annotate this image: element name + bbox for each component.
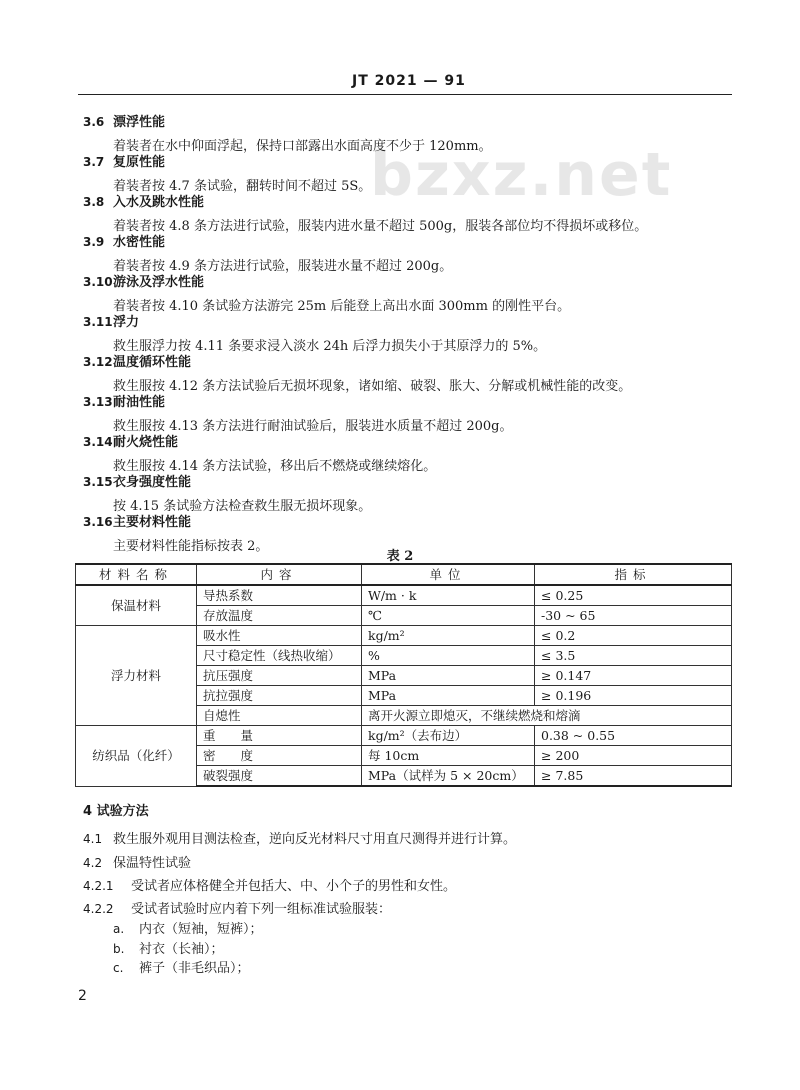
content-cell: 自熄性 <box>197 706 362 726</box>
clause <box>83 351 631 394</box>
clause <box>83 311 546 354</box>
material-name-cell: 纺织品（化纤） <box>76 726 197 787</box>
clause-body: 着装者按 4.8 条方法进行试验，服装内进水量不超过 500g，服装各部位均不得损坏或移位。 <box>113 219 648 234</box>
content-cell: 抗拉强度 <box>197 686 362 706</box>
clause-title: 漂浮性能 <box>113 115 166 130</box>
clause-title: 衣身强度性能 <box>113 475 192 490</box>
item-text: 衬衣（长袖）； <box>139 942 224 957</box>
item-number: b. <box>113 942 125 956</box>
unit-cell: 每 10cm <box>362 746 535 766</box>
table-row <box>76 585 732 606</box>
clause <box>83 271 570 314</box>
clause <box>83 471 371 514</box>
header-unit: 单位 <box>362 564 535 585</box>
clause <box>83 231 452 274</box>
value-cell: -30 ~ 65 <box>535 606 732 626</box>
clause-title: 主要材料性能 <box>113 515 192 530</box>
clause-number: 3.13 <box>83 395 113 409</box>
clause-title: 复原性能 <box>113 155 166 170</box>
table-row <box>76 726 732 746</box>
method-item <box>83 828 516 847</box>
clause-number: 3.12 <box>83 355 113 369</box>
clause-number: 3.9 <box>83 235 105 249</box>
value-cell: ≤ 3.5 <box>535 646 732 666</box>
method-item <box>83 875 456 894</box>
clause-body: 着装者按 4.10 条试验方法游完 25m 后能登上高出水面 300mm 的刚性平台。 <box>113 299 571 314</box>
unit-cell: MPa <box>362 666 535 686</box>
content-cell: 导热系数 <box>197 585 362 606</box>
unit-cell: MPa <box>362 686 535 706</box>
unit-cell: 离开火源立即熄灭，不继续燃烧和熔滴 <box>362 706 732 726</box>
clause-body: 按 4.15 条试验方法检查救生服无损坏现象。 <box>113 499 372 514</box>
item-text: 受试者试验时应内着下列一组标准试验服装： <box>131 902 392 917</box>
clause-body: 着装者在水中仰面浮起，保持口部露出水面高度不少于 120mm。 <box>113 139 492 154</box>
value-cell: ≥ 200 <box>535 746 732 766</box>
clause-title: 耐油性能 <box>113 395 166 410</box>
clause-number: 3.6 <box>83 115 105 129</box>
clause <box>83 431 436 474</box>
item-number: 4.2.1 <box>83 879 114 893</box>
method-item <box>113 918 263 937</box>
material-name-cell: 保温材料 <box>76 585 197 626</box>
clause-title: 游泳及浮水性能 <box>113 275 205 290</box>
table-header-row <box>76 564 732 585</box>
item-text: 裤子（非毛织品）； <box>139 961 250 976</box>
method-item <box>83 852 191 871</box>
watermark: bzxz.net <box>370 140 673 210</box>
header-rule <box>78 94 732 95</box>
unit-cell: % <box>362 646 535 666</box>
table-caption: 表 2 <box>386 549 414 564</box>
content-cell: 密 度 <box>197 746 362 766</box>
standard-code: JT 2021 — 91 <box>352 73 466 89</box>
clause <box>83 151 371 194</box>
clause-title: 耐火烧性能 <box>113 435 179 450</box>
content-cell: 吸水性 <box>197 626 362 646</box>
unit-cell: W/m · k <box>362 585 535 606</box>
unit-cell: ℃ <box>362 606 535 626</box>
item-text: 保温特性试验 <box>113 856 192 871</box>
item-text: 内衣（短袖，短裤）； <box>139 922 263 937</box>
unit-cell: kg/m² <box>362 626 535 646</box>
content-cell: 重 量 <box>197 726 362 746</box>
clause-title: 温度循环性能 <box>113 355 192 370</box>
value-cell: ≥ 0.147 <box>535 666 732 686</box>
clause-body: 着装者按 4.7 条试验，翻转时间不超过 5S。 <box>113 179 372 194</box>
table-row <box>76 626 732 646</box>
clause-number: 3.14 <box>83 435 113 449</box>
item-number: c. <box>113 961 124 975</box>
header-content: 内容 <box>197 564 362 585</box>
clause-title: 入水及跳水性能 <box>113 195 205 210</box>
header-value: 指标 <box>535 564 732 585</box>
item-text: 受试者应体格健全并包括大、中、小个子的男性和女性。 <box>131 879 457 894</box>
clause-number: 3.16 <box>83 515 113 529</box>
value-cell: ≤ 0.2 <box>535 626 732 646</box>
value-cell: ≥ 7.85 <box>535 766 732 787</box>
item-number: 4.2 <box>83 856 103 870</box>
material-name-cell: 浮力材料 <box>76 626 197 726</box>
method-item <box>113 957 250 976</box>
content-cell: 存放温度 <box>197 606 362 626</box>
clause-body: 着装者按 4.9 条方法进行试验，服装进水量不超过 200g。 <box>113 259 453 274</box>
content-cell: 破裂强度 <box>197 766 362 787</box>
clause-number: 3.10 <box>83 275 113 289</box>
method-item <box>83 898 391 917</box>
clause <box>83 191 647 234</box>
clause-body: 救生服按 4.12 条方法试验后无损坏现象，诸如缩、破裂、胀大、分解或机械性能的改变。 <box>113 379 632 394</box>
item-number: a. <box>113 922 125 936</box>
clause-title: 水密性能 <box>113 235 166 250</box>
clause-body: 救生服按 4.13 条方法进行耐油试验后，服装进水质量不超过 200g。 <box>113 419 513 434</box>
material-spec-table <box>75 563 732 787</box>
clause-number: 3.15 <box>83 475 113 489</box>
clause-body: 救生服浮力按 4.11 条要求浸入淡水 24h 后浮力损失小于其原浮力的 5%。 <box>113 339 547 354</box>
item-number: 4.1 <box>83 832 103 846</box>
clause-number: 3.11 <box>83 315 113 329</box>
clause-body: 主要材料性能指标按表 2。 <box>113 539 269 554</box>
item-text: 救生服外观用目测法检查，逆向反光材料尺寸用直尺测得并进行计算。 <box>113 832 517 847</box>
section-title: 4 试验方法 <box>83 804 149 819</box>
unit-cell: kg/m²（去布边） <box>362 726 535 746</box>
clause <box>83 111 492 154</box>
value-cell: 0.38 ~ 0.55 <box>535 726 732 746</box>
method-item <box>113 938 224 957</box>
value-cell: ≤ 0.25 <box>535 585 732 606</box>
value-cell: ≥ 0.196 <box>535 686 732 706</box>
header-material: 材料名称 <box>76 564 197 585</box>
clause-number: 3.8 <box>83 195 105 209</box>
clause-body: 救生服按 4.14 条方法试验，移出后不燃烧或继续熔化。 <box>113 459 437 474</box>
clause-title: 浮力 <box>113 315 140 330</box>
item-number: 4.2.2 <box>83 902 114 916</box>
page-number: 2 <box>78 988 87 1004</box>
content-cell: 尺寸稳定性（线热收缩） <box>197 646 362 666</box>
content-cell: 抗压强度 <box>197 666 362 686</box>
clause <box>83 391 512 434</box>
unit-cell: MPa（试样为 5 × 20cm） <box>362 766 535 787</box>
clause-number: 3.7 <box>83 155 105 169</box>
